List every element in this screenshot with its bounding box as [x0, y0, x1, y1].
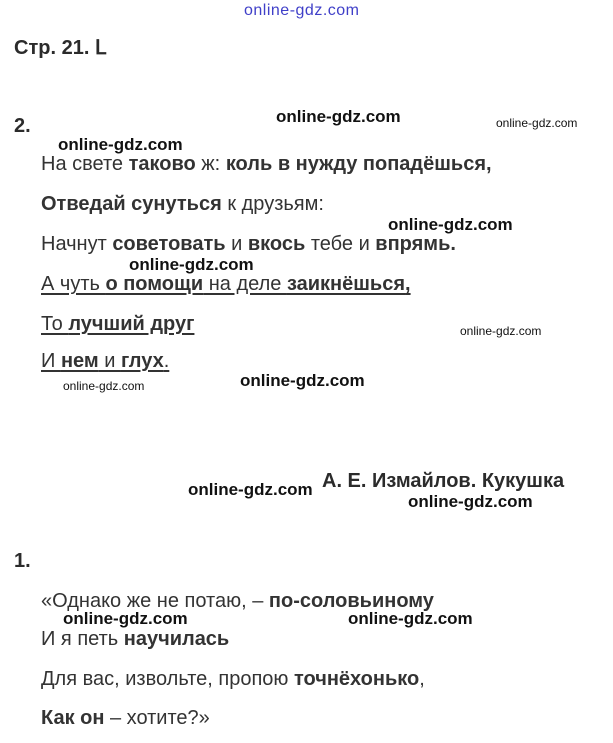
bold-word: впрямь.	[375, 233, 456, 255]
top-watermark[interactable]: online-gdz.com	[244, 2, 360, 19]
watermark: online-gdz.com	[348, 609, 473, 628]
watermark: online-gdz.com	[496, 116, 578, 130]
watermark: online-gdz.com	[276, 107, 401, 126]
bold-phrase: коль в нужду попадёшься,	[225, 153, 492, 175]
task-2-line-6	[41, 350, 169, 373]
task-2-line-5	[41, 313, 194, 336]
watermark: online-gdz.com	[408, 492, 533, 511]
watermark: online-gdz.com	[129, 255, 254, 274]
plain-text: .	[163, 350, 170, 372]
plain-text: На свете	[41, 153, 129, 175]
watermark: online-gdz.com	[460, 324, 542, 338]
task-2-number: 2.	[14, 115, 31, 137]
plain-text: – хотите?»	[104, 707, 210, 729]
bold-phrase: о помощи	[105, 273, 204, 295]
bold-word: таково	[128, 153, 196, 175]
plain-text: И я петь	[41, 628, 124, 650]
task-2-line-3	[41, 233, 456, 256]
bold-word: нем	[60, 350, 99, 372]
bold-phrase: лучший друг	[68, 313, 195, 335]
plain-text: ж:	[195, 153, 226, 175]
task-1-line-4	[41, 707, 210, 730]
watermark: online-gdz.com	[63, 609, 188, 628]
bold-word: точнёхонько	[293, 668, 420, 690]
plain-text: и	[225, 233, 248, 255]
plain-text: к друзьям:	[221, 193, 324, 215]
bold-phrase: Отведай сунуться	[41, 193, 222, 215]
task-1-line-2	[41, 628, 229, 651]
plain-text: на деле	[203, 273, 287, 295]
watermark: online-gdz.com	[240, 371, 365, 390]
plain-text: «Однако же не потаю, –	[41, 590, 269, 612]
bold-word: советовать	[112, 233, 226, 255]
plain-text: ,	[419, 668, 425, 690]
punctuation: ,	[405, 273, 411, 295]
task-2-line-2	[41, 193, 324, 216]
watermark: online-gdz.com	[388, 215, 513, 234]
watermark: online-gdz.com	[63, 379, 145, 393]
bold-word: вкось	[247, 233, 306, 255]
plain-text: То	[41, 313, 69, 335]
plain-text: Начнут	[41, 233, 113, 255]
page-reference: Стр. 21. Ⅼ	[14, 37, 107, 59]
plain-text: А чуть	[41, 273, 106, 295]
bold-word: глух	[120, 350, 164, 372]
plain-text: тебе и	[305, 233, 376, 255]
bold-word: научилась	[123, 628, 230, 650]
bold-word: по-соловьиному	[268, 590, 434, 612]
task-2-line-1	[41, 153, 492, 176]
task-2-line-4	[41, 273, 411, 296]
watermark: online-gdz.com	[58, 135, 183, 154]
plain-text: и	[98, 350, 121, 372]
task-1-line-3	[41, 668, 425, 691]
task-1-number: 1.	[14, 550, 31, 572]
watermark: online-gdz.com	[188, 480, 313, 499]
plain-text: Для вас, извольте, пропою	[41, 668, 294, 690]
bold-phrase: Как он	[41, 707, 105, 729]
plain-text: И	[41, 350, 61, 372]
author-attribution: А. Е. Измайлов. Кукушка	[322, 470, 565, 492]
bold-word: заикнёшься	[286, 273, 406, 295]
